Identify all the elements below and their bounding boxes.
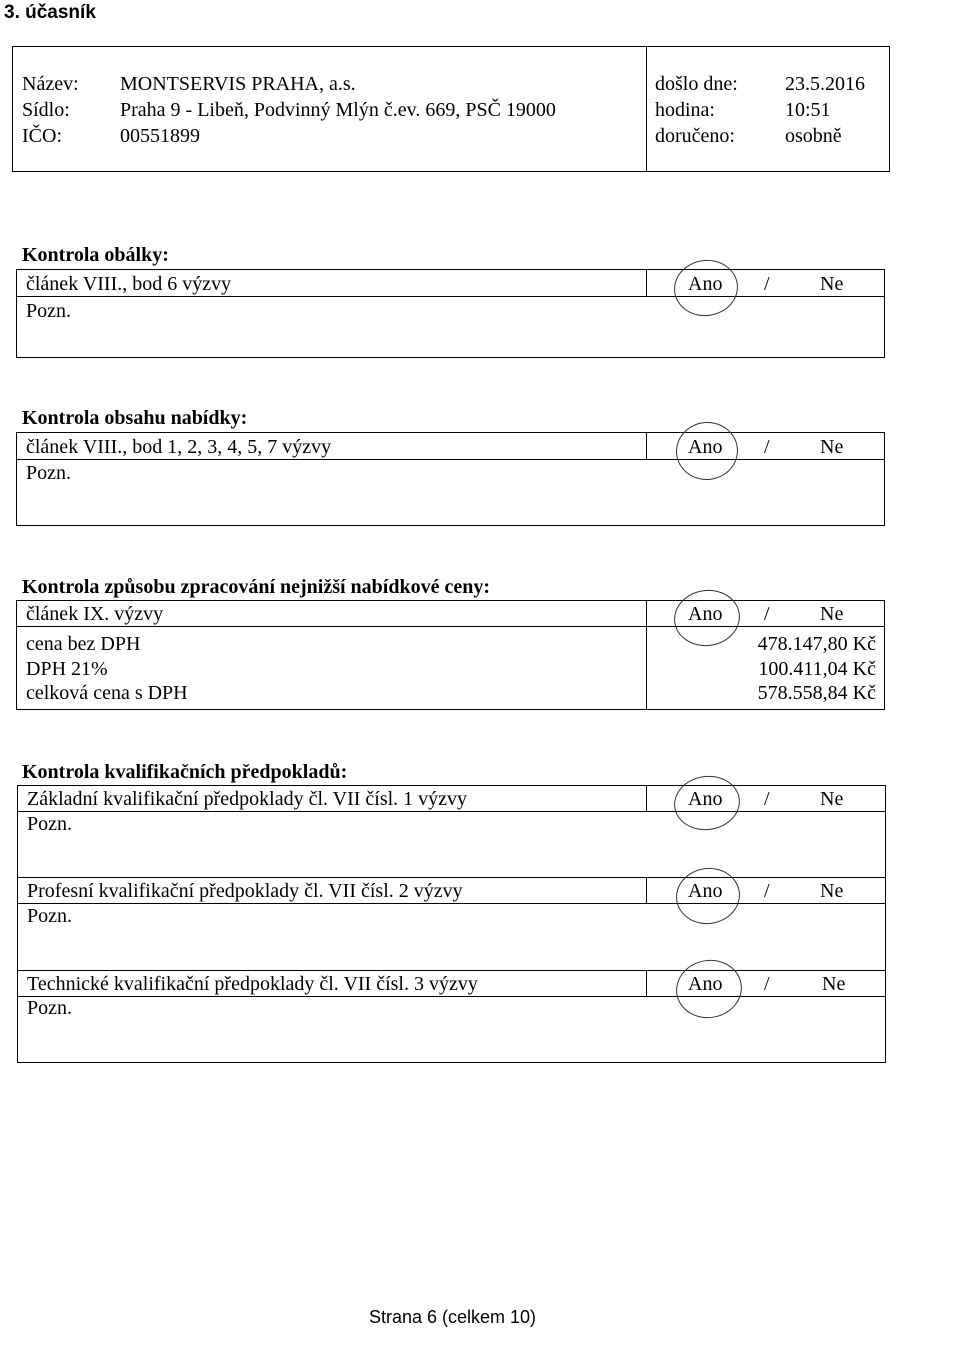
hour-label: hodina:: [655, 99, 715, 121]
qualification-slash: /: [764, 788, 770, 810]
price-yes: Ano: [688, 603, 723, 625]
id-label: IČO:: [22, 125, 62, 147]
id-value: 00551899: [120, 125, 200, 147]
qualification-row-line: [17, 877, 886, 878]
envelope-article: článek VIII., bod 6 výzvy: [26, 273, 232, 295]
qualification-article: Základní kvalifikační předpoklady čl. VII čísl. 1 výzvy: [27, 788, 468, 810]
price-slash: /: [764, 603, 770, 625]
header-divider: [646, 46, 647, 172]
qualification-note: Pozn.: [27, 905, 72, 927]
price-row-label: celková cena s DPH: [26, 682, 188, 704]
qualification-no: Ne: [820, 788, 844, 810]
qualification-col-line: [646, 877, 647, 903]
price-row-value: 478.147,80 Kč: [757, 633, 876, 655]
qualification-row-line: [17, 970, 886, 971]
delivered-value: osobně: [785, 125, 842, 147]
envelope-row-line: [16, 296, 885, 297]
content-note: Pozn.: [26, 462, 71, 484]
qualification-slash: /: [764, 880, 770, 902]
price-article: článek IX. výzvy: [26, 603, 164, 625]
qualification-note: Pozn.: [27, 997, 72, 1019]
price-row-label: cena bez DPH: [26, 633, 141, 655]
qualification-yes: Ano: [688, 973, 723, 995]
qualification-yes: Ano: [688, 880, 723, 902]
qualification-slash: /: [764, 973, 770, 995]
seat-label: Sídlo:: [22, 99, 70, 121]
price-row-value: 100.411,04 Kč: [758, 658, 876, 680]
envelope-check-title: Kontrola obálky:: [22, 244, 169, 266]
envelope-col-line: [646, 269, 647, 296]
seat-value: Praha 9 - Libeň, Podvinný Mlýn č.ev. 669, PSČ 19000: [120, 99, 556, 121]
envelope-no: Ne: [820, 273, 844, 295]
qualification-row-line: [17, 903, 886, 904]
qualification-check-title: Kontrola kvalifikačních předpokladů:: [22, 761, 348, 783]
price-col-line: [646, 600, 647, 710]
content-row-line: [16, 459, 885, 460]
qualification-row-line: [17, 811, 886, 812]
name-label: Název:: [22, 73, 79, 95]
content-article: článek VIII., bod 1, 2, 3, 4, 5, 7 výzvy: [26, 436, 332, 458]
name-value: MONTSERVIS PRAHA, a.s.: [120, 73, 356, 95]
price-no: Ne: [820, 603, 844, 625]
qualification-article: Technické kvalifikační předpoklady čl. VII čísl. 3 výzvy: [27, 973, 478, 995]
section-title: 3. účasník: [4, 2, 96, 23]
delivered-label: doručeno:: [655, 125, 735, 147]
qualification-row-line: [17, 996, 886, 997]
qualification-no: Ne: [822, 973, 846, 995]
qualification-no: Ne: [820, 880, 844, 902]
page-number: Strana 6 (celkem 10): [368, 1307, 537, 1327]
price-row-value: 578.558,84 Kč: [757, 682, 876, 704]
content-col-line: [646, 432, 647, 459]
content-slash: /: [764, 436, 770, 458]
qualification-note: Pozn.: [27, 813, 72, 835]
envelope-slash: /: [764, 273, 770, 295]
content-yes: Ano: [688, 436, 723, 458]
hour-value: 10:51: [785, 99, 831, 121]
price-row-label: DPH 21%: [26, 658, 108, 680]
qualification-check-box: [17, 785, 886, 1063]
content-check-title: Kontrola obsahu nabídky:: [22, 407, 248, 429]
qualification-col-line: [646, 785, 647, 811]
received-label: došlo dne:: [655, 73, 738, 95]
qualification-article: Profesní kvalifikační předpoklady čl. VII čísl. 2 výzvy: [27, 880, 463, 902]
envelope-yes: Ano: [688, 273, 723, 295]
received-value: 23.5.2016: [785, 73, 865, 95]
qualification-col-line: [646, 970, 647, 996]
envelope-note: Pozn.: [26, 300, 71, 322]
price-row-line: [16, 626, 885, 627]
content-no: Ne: [820, 436, 844, 458]
qualification-yes: Ano: [688, 788, 723, 810]
price-check-title: Kontrola způsobu zpracování nejnižší nabídkové ceny:: [22, 576, 491, 598]
